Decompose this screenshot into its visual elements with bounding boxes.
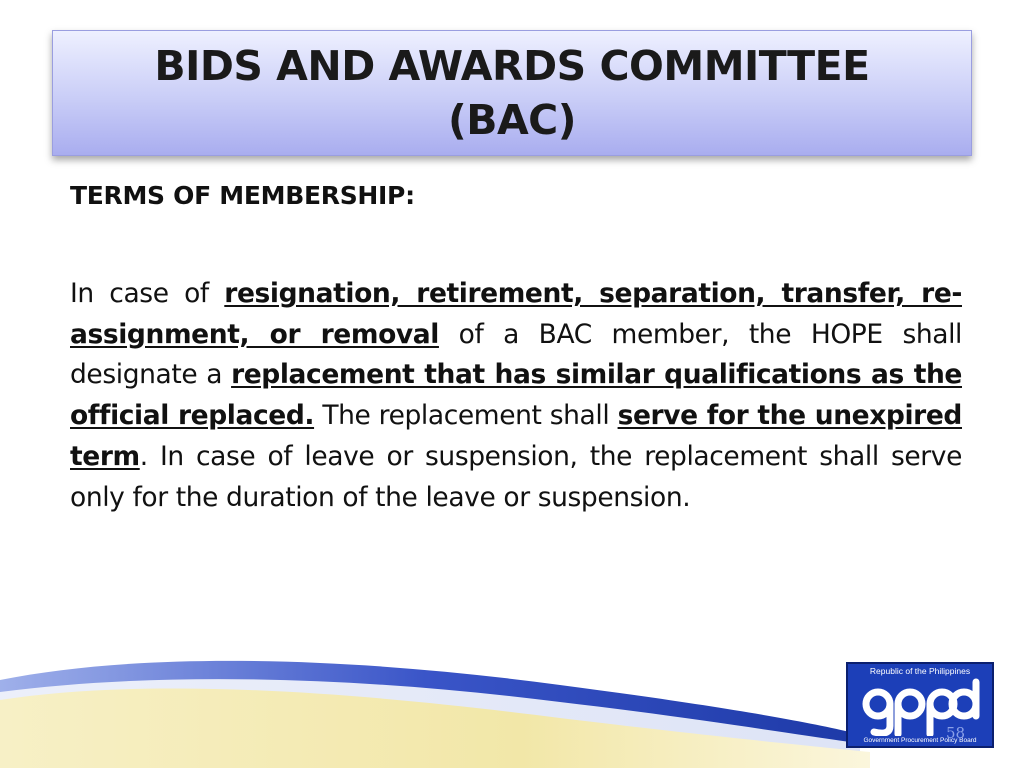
logo-top-text: Republic of the Philippines [869,666,971,676]
gppb-logo-mark [858,678,984,736]
slide-title: BIDS AND AWARDS COMMITTEE (BAC) [154,42,870,144]
body-emphasis-run: replacement that has similar qualifications as the official replaced. [70,359,962,432]
body-text-run: In case of [70,278,225,309]
body-text-run: of a BAC member, the HOPE shall designate a [70,318,963,391]
title-box [52,30,972,156]
gppb-logo [846,662,994,748]
body-text-run: . In case of leave or suspension, the replacement shall serve only for the duration of the leave or suspension. [70,440,962,513]
section-heading: TERMS OF MEMBERSHIP: [70,181,415,210]
logo-bottom-text: Government Procurement Policy Board [863,737,977,744]
page-number: 58 [946,724,966,742]
body-emphasis-run: resignation, retirement, separation, transfer, re-assignment, or removal [70,278,962,350]
body-paragraph [70,274,962,518]
body-emphasis-run: serve for the unexpired term [70,400,962,472]
body-text-run: The replacement shall [314,400,618,432]
